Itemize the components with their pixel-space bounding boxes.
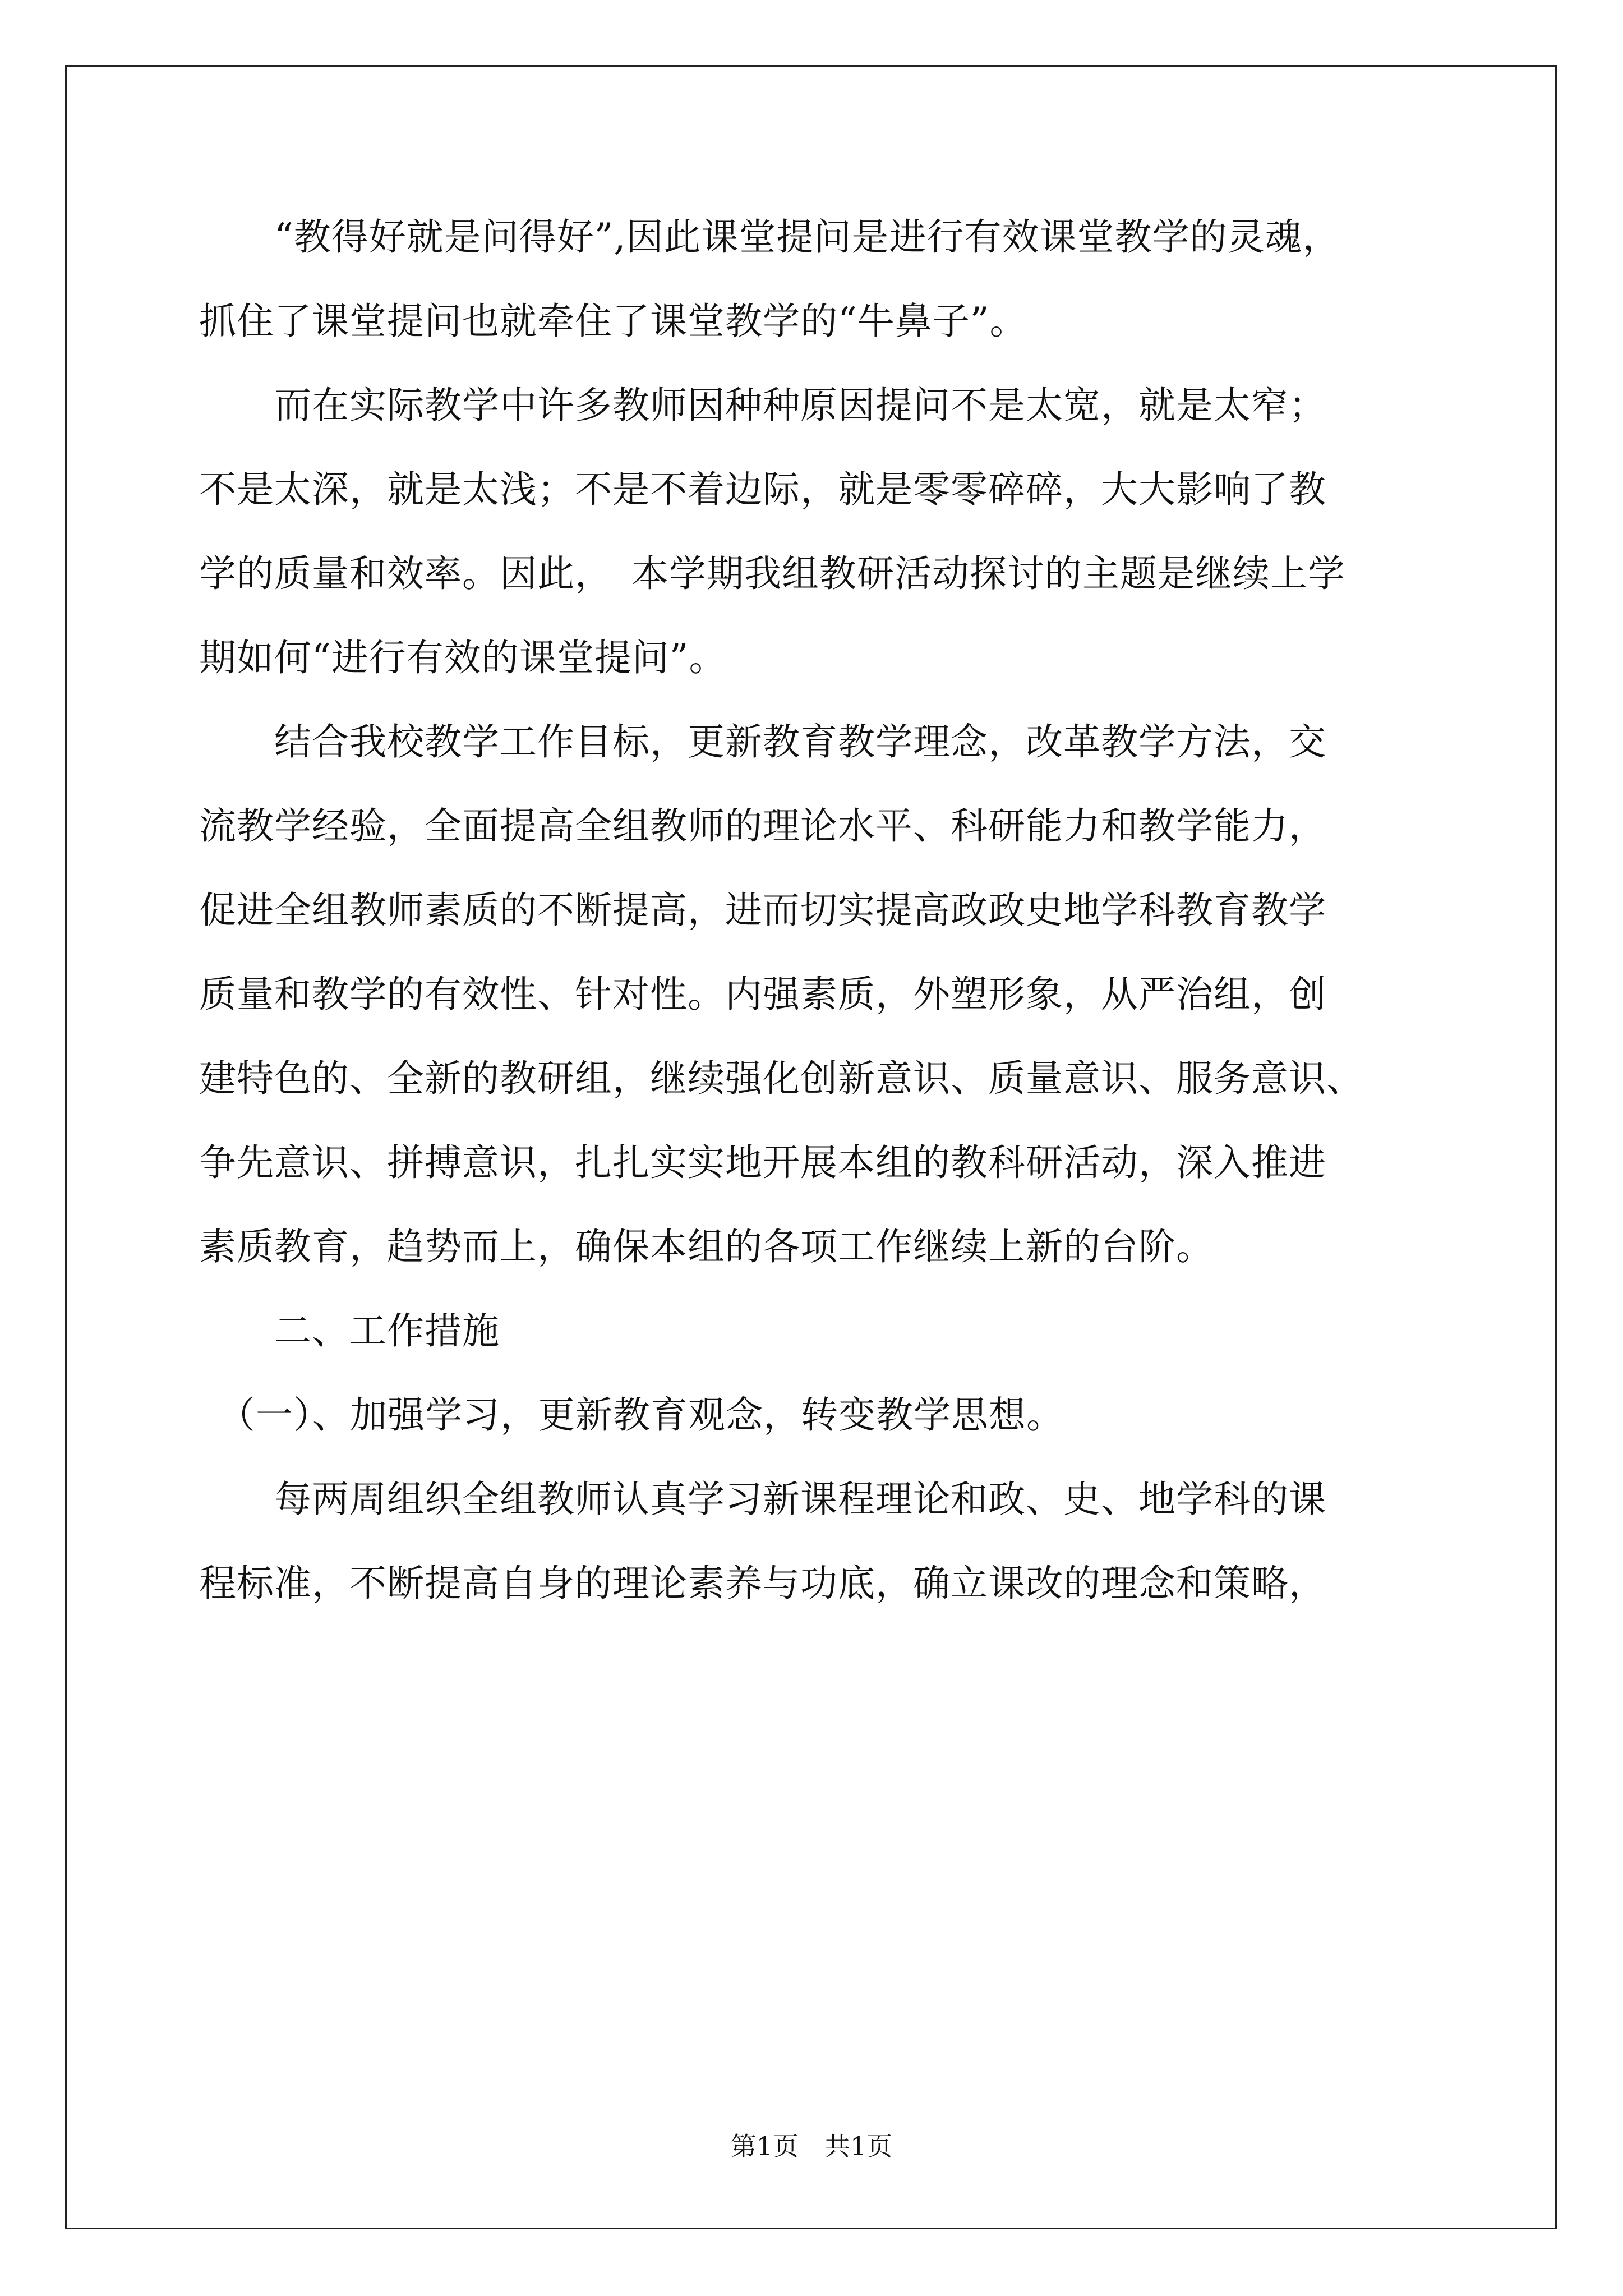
- text-line: 学的质量和效率。因此， 本学期我组教研活动探讨的主题是继续上学: [199, 552, 1345, 595]
- text-line: 每两周组织全组教师认真学习新课程理论和政、史、地学科的课: [199, 1478, 1326, 1521]
- text-line: 质量和教学的有效性、针对性。内强素质，外塑形象，从严治组，创: [199, 973, 1326, 1016]
- section-heading: 二、工作措施: [199, 1309, 500, 1352]
- text-line: 程标准，不断提高自身的理论素养与功底，确立课改的理念和策略，: [199, 1562, 1326, 1605]
- text-line: 不是太深，就是太浅；不是不着边际，就是零零碎碎，大大影响了教: [199, 468, 1326, 511]
- page-number-footer: 第1页 共1页: [730, 2131, 893, 2161]
- text-line: 建特色的、全新的教研组，继续强化创新意识、质量意识、服务意识、: [199, 1057, 1364, 1100]
- text-line: 素质教育，趋势而上，确保本组的各项工作继续上新的台阶。: [199, 1225, 1214, 1268]
- text-line: 结合我校教学工作目标，更新教育教学理念，改革教学方法，交: [199, 720, 1326, 763]
- text-line: 争先意识、拼搏意识，扎扎实实地开展本组的教科研活动，深入推进: [199, 1141, 1326, 1184]
- text-line: 抓住了课堂提问也就牵住了课堂教学的“牛鼻子”。: [199, 300, 1027, 343]
- text-line: 流教学经验，全面提高全组教师的理论水平、科研能力和教学能力，: [199, 804, 1326, 848]
- text-line: 促进全组教师素质的不断提高，进而切实提高政政史地学科教育教学: [199, 889, 1326, 932]
- text-line: “教得好就是问得好”,因此课堂提问是进行有效课堂教学的灵魂，: [199, 215, 1340, 259]
- subsection-heading: （一）、加强学习，更新教育观念，转变教学思想。: [199, 1393, 1064, 1437]
- text-line: 而在实际教学中许多教师因种种原因提问不是太宽，就是太窄；: [199, 384, 1326, 427]
- text-line: 期如何“进行有效的课堂提问”。: [199, 636, 727, 679]
